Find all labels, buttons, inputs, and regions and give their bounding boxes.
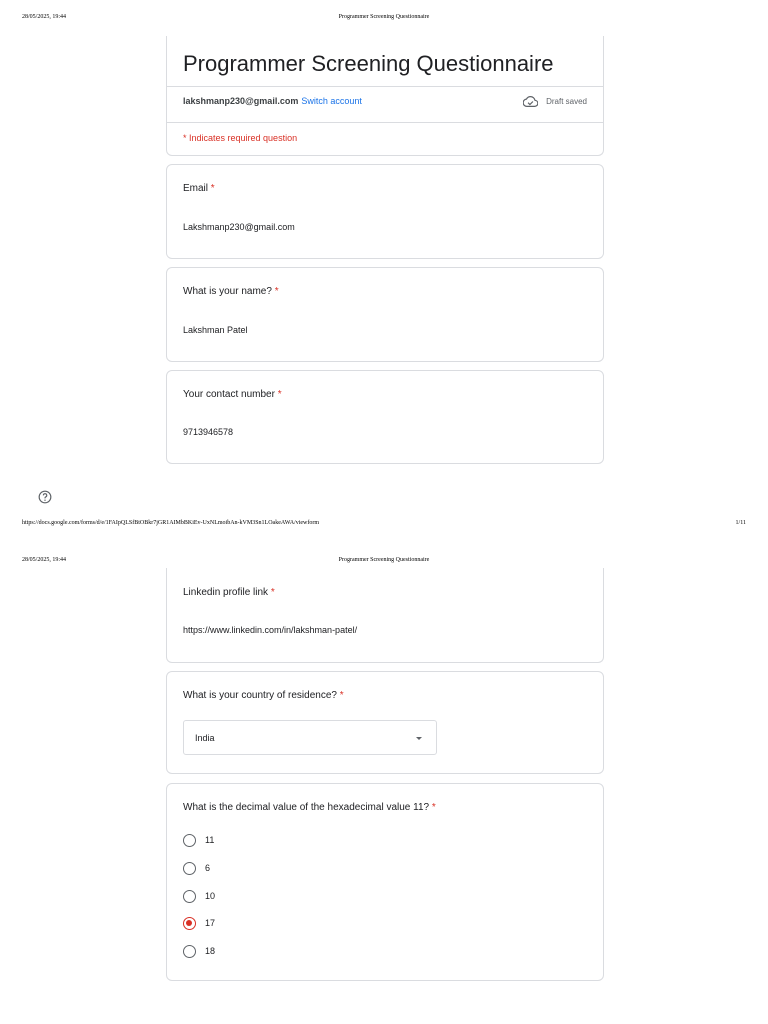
- radio-button[interactable]: [183, 834, 196, 847]
- radio-option-label: 10: [205, 891, 216, 901]
- header-divider: [167, 86, 603, 87]
- help-circle-icon[interactable]: [38, 490, 52, 504]
- question-country: [166, 671, 604, 774]
- radio-button-selected[interactable]: [183, 917, 196, 930]
- radio-button[interactable]: [183, 862, 196, 875]
- radio-option-label: 11: [205, 835, 215, 845]
- question-label: What is your country of residence?: [183, 690, 337, 701]
- question-title: [183, 286, 279, 297]
- radio-option[interactable]: [183, 889, 215, 903]
- question-label: Your contact number: [183, 389, 275, 400]
- radio-option-label: 17: [205, 918, 216, 928]
- radio-button[interactable]: [183, 890, 196, 903]
- switch-account-link[interactable]: Switch account: [301, 96, 362, 106]
- draft-status: [523, 96, 587, 107]
- account-email: lakshmanp230@gmail.com: [183, 96, 299, 106]
- question-label: What is your name?: [183, 286, 272, 297]
- required-asterisk: *: [277, 389, 282, 400]
- question-name: [166, 267, 604, 362]
- radio-option-label: 6: [205, 863, 211, 873]
- required-asterisk: *: [270, 587, 275, 598]
- email-answer[interactable]: Lakshmanp230@gmail.com: [183, 222, 295, 232]
- form-title: Programmer Screening Questionnaire: [183, 51, 554, 76]
- print-doc-title: Programmer Screening Questionnaire: [338, 557, 430, 563]
- question-title: [183, 389, 282, 400]
- required-asterisk: *: [431, 802, 436, 813]
- account-row: [183, 96, 587, 110]
- question-hex: [166, 783, 604, 981]
- radio-option[interactable]: [183, 861, 210, 875]
- dropdown-arrow-icon: [416, 737, 422, 740]
- question-email: [166, 164, 604, 259]
- question-label: Linkedin profile link: [183, 587, 269, 598]
- name-answer[interactable]: Lakshman Patel: [183, 325, 248, 335]
- country-select-value: India: [195, 733, 215, 743]
- question-title: [183, 802, 436, 813]
- form-header-card: [166, 36, 604, 156]
- print-page-number: 1/11: [735, 520, 746, 526]
- print-doc-title: Programmer Screening Questionnaire: [338, 14, 430, 20]
- required-asterisk: *: [210, 183, 215, 194]
- radio-option[interactable]: [183, 944, 215, 958]
- print-timestamp: 28/05/2025, 19:44: [22, 557, 67, 563]
- question-contact: [166, 370, 604, 464]
- radio-option[interactable]: [183, 916, 215, 930]
- question-linkedin: [166, 568, 604, 663]
- radio-option-label: 18: [205, 946, 216, 956]
- radio-button[interactable]: [183, 945, 196, 958]
- country-select[interactable]: [183, 720, 437, 755]
- question-title: [183, 183, 215, 194]
- required-asterisk: *: [339, 690, 344, 701]
- question-title: [183, 690, 344, 701]
- account-divider: [167, 122, 603, 123]
- question-label: What is the decimal value of the hexadecimal value 11?: [183, 802, 430, 813]
- radio-option[interactable]: [183, 833, 214, 847]
- question-label: Email: [183, 183, 209, 194]
- linkedin-answer[interactable]: https://www.linkedin.com/in/lakshman-patel/: [183, 625, 358, 635]
- cloud-check-icon: [523, 96, 538, 107]
- required-asterisk: *: [274, 286, 279, 297]
- print-timestamp: 28/05/2025, 19:44: [22, 14, 67, 20]
- question-title: [183, 587, 275, 598]
- required-note: * Indicates required question: [183, 133, 298, 143]
- draft-status-label: Draft saved: [546, 97, 587, 106]
- contact-answer[interactable]: 9713946578: [183, 427, 234, 437]
- print-url: https://docs.google.com/forms/d/e/1FAIpQLSfBtOBkr7jGR1AIMbBKiEv-UxNLmoibAn-kVM3Sn1LOakeAWA/viewform: [22, 520, 320, 526]
